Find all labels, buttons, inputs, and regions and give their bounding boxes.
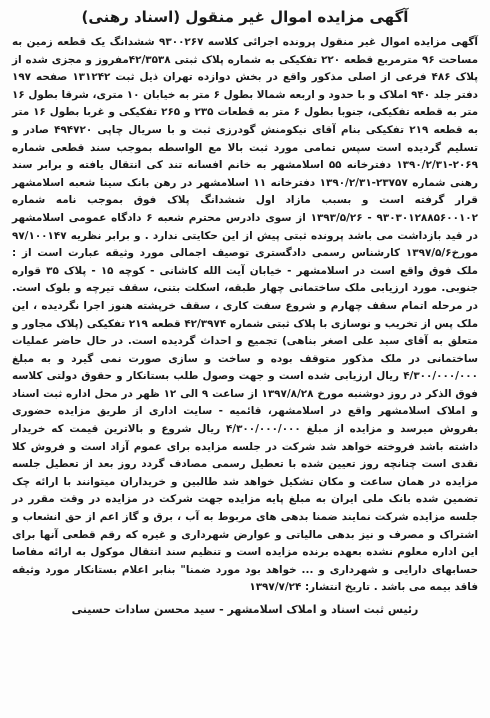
notice-body: آگهی مزایده اموال غیر منقول پرونده اجرائی کلاسه ۹۳۰۰۲۶۷ ششدانگ یک قطعه زمین به مساحت ۹۶ مترمربع قطعه ۲۲۰ تفکیکی به شماره پلاک ثبتی ۴۲/۳۵۳۸مفروز و مجزی شده از پلاک ۴۸۶ فرعی از اصلی مذکور واقع در بخش دوازده تهران ذیل ثبت ۱۳۱۲۴۲ صفحه ۱۹۷ دفتر جلد ۹۴۰ املاک و با حدود و اربعه شمالا بطول ۶ متر به خیابان ۱۰ متری، شرقا بطول ۱۶ متر به قطعه تفکیکی، جنوبا بطول ۶ متر به قطعات ۲۳۵ و ۲۶۵ تفکیکی و غربا بطول ۱۶ متر به قطعه ۲۱۹ تفکیکی بنام آقای نیکومنش گودرزی ثبت و با سریال چاپی ۴۹۴۷۲۰ صادر و تسلیم گردیده است سپس تمامی مورد ثبت بالا مع الواسطه بموجب سند قطعی شماره ۲۰۶۹-۱۳۹۰/۲/۳۱ دفترخانه ۵۵ اسلامشهر به خانم افسانه تند کی انتقال یافته و برابر سند رهنی شماره ۲۳۷۵۷-۱۳۹۰/۲/۳۱ دفترخانه ۱۱ اسلامشهر در رهن بانک سینا شعبه اسلامشهر قرار گرفته است و بسبب مازاد اول ششدانگ پلاک فوق بموجب نامه شماره ۹۳۰۳۰۱۲۸۸۵۶۰۰۱۰۲ - ۱۳۹۳/۵/۲۶ از سوی دادرس محترم شعبه ۶ دادگاه عمومی اسلامشهر در قید بازداشت می باشد پرونده ثبتی پیش از این حکایتی ندارد . و برابر نظریه ۹۷/۱۰۰۱۴۷ مورخ۱۳۹۷/۵/۶ کارشناس رسمی دادگستری توصیف اجمالی مورد وثیقه عبارت است از : ملک فوق واقع است در اسلامشهر - خیابان آیت الله کاشانی - کوچه ۱۵ - پلاک ۳۵ قواره جنوبی. مورد ارزیابی ملک ساختمانی چهار طبقه، اسکلت بتنی، سقف تیرچه و بلوک است. در مرحله اتمام سقف چهارم و شروع سفت کاری ، سقف خرپشته هنوز اجرا نگردیده ، این ملک پس از تخریب و نوسازی با پلاک ثبتی شماره ۴۲/۳۹۷۴ قطعه ۲۱۹ تفکیکی (پلاک مجاور و متعلق به آقای سید علی اصغر بناهی) تجمیع و احداث گردیده است. در حال حاضر عملیات ساختمانی در ملک مذکور متوقف بوده و ساخت و سازی صورت نمی گیرد و به مبلغ ۴/۳۰۰/۰۰۰/۰۰۰ ریال ارزیابی شده است و جهت وصول طلب بستانکار و حقوق دولتی کلاسه فوق الذکر در روز دوشنبه مورخ ۱۳۹۷/۸/۲۸ از ساعت ۹ الی ۱۲ ظهر در محل اداره ثبت اسناد و املاک اسلامشهر واقع در اسلامشهر، قائمیه - سایت اداری از طریق مزایده حضوری بفروش میرسد و مزایده از مبلغ ۴/۳۰۰/۰۰۰/۰۰۰ ریال شروع و بالاترین قیمت که خریدار داشته باشد فروخته خواهد شد شرکت در جلسه مزایده برای عموم آزاد است و فروش کلا نقدی است چنانچه روز تعیین شده با تعطیل رسمی مصادف گردد روز بعد از تعطیل جلسه مزایده در همان ساعت و مکان تشکیل خواهد شد طالبین و خریداران میتوانند با ارائه چک تضمین شده بانک ملی ایران به مبلغ پایه مزایده جهت شرکت در مزایده در وقت مقرر در جلسه مزایده شرکت نمایند ضمنا بدهی های مربوط به آب ، برق و گاز اعم از حق انشعاب و اشتراک و مصرف و نیز بدهی مالیاتی و عوارض شهرداری و غیره که رقم قطعی آنها برای این اداره معلوم نشده بعهده برنده مزایده است و تنظیم سند انتقال موکول به ارائه مفاصا حسابهای دارایی و شهرداری و ... خواهد بود مورد ضمنا" بنابر اعلام بستانکار مورد وثیقه فاقد بیمه می باشد . تاریخ انتشار: ۱۳۹۷/۷/۲۴ — [12, 36, 479, 594]
notice-signature: رئیس ثبت اسناد و املاک اسلامشهر - سید محسن سادات حسینی — [71, 603, 419, 616]
notice-title: آگهی مزایده اموال غیر منقول (اسناد رهنی) — [81, 8, 409, 26]
